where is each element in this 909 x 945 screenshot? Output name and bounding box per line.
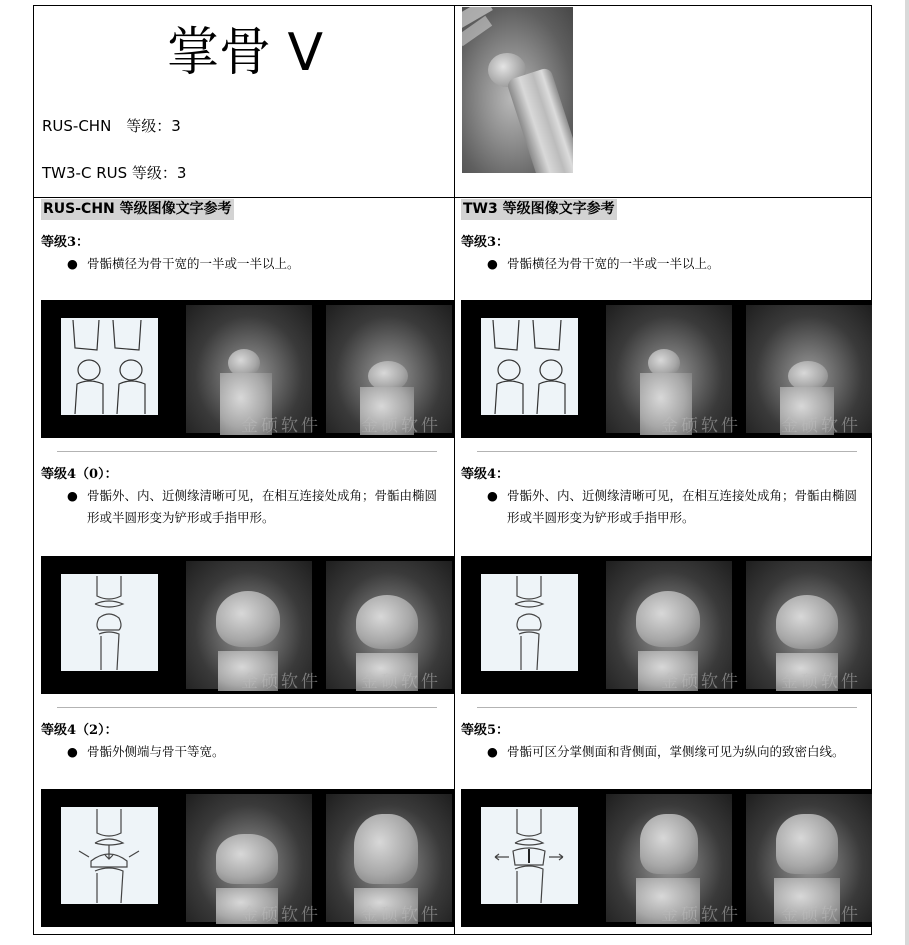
tw3-section-heading: TW3 等级图像文字参考	[461, 199, 617, 220]
separator-line	[477, 707, 857, 708]
grade-image-strip	[461, 300, 872, 438]
grade-image-strip	[461, 789, 872, 927]
watermark-text: 金硕软件	[241, 905, 321, 925]
grade-image-strip	[41, 789, 454, 927]
grade-image-strip	[461, 556, 872, 694]
grade-description	[67, 741, 439, 763]
bullet-dot: ●	[67, 256, 78, 271]
bone-diagram	[481, 574, 578, 671]
bullet-text: 骨骺外、内、近侧缘清晰可见，在相互连接处成角；骨骺由椭圆形或半圆形变为铲形或手指甲形。	[87, 488, 438, 525]
bullet-dot: ●	[487, 744, 498, 759]
watermark-text: 金硕软件	[661, 416, 741, 436]
row-divider	[33, 197, 872, 198]
bullet-text: 骨骺横径为骨干宽的一半或一半以上。	[507, 256, 720, 271]
bullet-text: 骨骺可区分掌侧面和背侧面，掌侧缘可见为纵向的致密白线。	[507, 744, 845, 759]
bullet-text: 骨骺横径为骨干宽的一半或一半以上。	[87, 256, 300, 271]
grade-description	[67, 253, 439, 275]
bone-diagram	[61, 574, 158, 671]
grade-description	[487, 485, 859, 531]
separator-line	[477, 451, 857, 452]
watermark-text: 金硕软件	[241, 416, 321, 436]
grade-description	[487, 741, 859, 763]
scrollbar-edge[interactable]	[905, 0, 909, 945]
page-title: 掌骨 V	[166, 23, 324, 83]
grade-description	[67, 485, 439, 531]
watermark-text: 金硕软件	[781, 672, 861, 692]
bullet-dot: ●	[67, 488, 78, 503]
watermark-text: 金硕软件	[661, 905, 741, 925]
rus-chn-section-heading: RUS-CHN 等级图像文字参考	[41, 199, 234, 220]
bone-diagram	[481, 807, 578, 904]
grade-label: 等级4（0）：	[41, 467, 118, 482]
watermark-text: 金硕软件	[361, 672, 441, 692]
watermark-text: 金硕软件	[781, 905, 861, 925]
watermark-text: 金硕软件	[661, 672, 741, 692]
grade-image-strip	[41, 556, 454, 694]
separator-line	[57, 707, 437, 708]
bullet-text: 骨骺外、内、近侧缘清晰可见，在相互连接处成角；骨骺由椭圆形或半圆形变为铲形或手指甲形。	[507, 488, 858, 525]
bone-diagram	[61, 318, 158, 415]
bone-diagram	[481, 318, 578, 415]
watermark-text: 金硕软件	[361, 905, 441, 925]
tw3-grade-line: TW3-C RUS 等级：3	[42, 164, 187, 182]
grade-label: 等级4（2）：	[41, 723, 118, 738]
watermark-text: 金硕软件	[241, 672, 321, 692]
watermark-text: 金硕软件	[781, 416, 861, 436]
bone-diagram	[61, 807, 158, 904]
bullet-text: 骨骺外侧端与骨干等宽。	[87, 744, 225, 759]
column-divider	[454, 5, 455, 935]
xray-photo	[462, 7, 573, 173]
grade-label: 等级3：	[461, 235, 510, 250]
bullet-dot: ●	[487, 488, 498, 503]
separator-line	[57, 451, 437, 452]
grade-label: 等级4：	[461, 467, 510, 482]
grade-label: 等级3：	[41, 235, 90, 250]
grade-description	[487, 253, 859, 275]
watermark-text: 金硕软件	[361, 416, 441, 436]
grade-image-strip	[41, 300, 454, 438]
bullet-dot: ●	[487, 256, 498, 271]
grade-label: 等级5：	[461, 723, 510, 738]
rus-chn-grade-line: RUS-CHN 等级：3	[42, 117, 181, 135]
bullet-dot: ●	[67, 744, 78, 759]
